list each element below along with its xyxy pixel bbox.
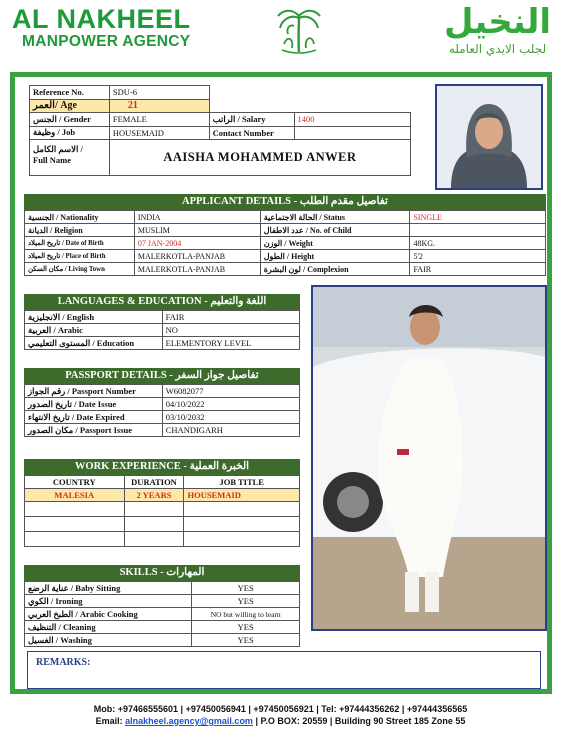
passport-table bbox=[24, 384, 300, 437]
date-issue-value: 04/10/2022 bbox=[162, 398, 299, 411]
children-value bbox=[410, 224, 546, 237]
salary-label: الراتب / Salary bbox=[209, 113, 294, 127]
passport-issue-value: CHANDIGARH bbox=[162, 424, 299, 437]
passport-header: PASSPORT DETAILS - تفاصيل جواز السفر bbox=[24, 368, 300, 384]
footer-email-prefix: Email: bbox=[95, 716, 123, 726]
arabic-label: العربية / Arabic bbox=[25, 324, 163, 337]
height-label: الطول / Height bbox=[260, 250, 410, 263]
living-town-label: مكان السكن / Living Town bbox=[25, 263, 135, 276]
nationality-value: INDIA bbox=[134, 211, 260, 224]
pob-label: تاريخ الميلاد / Place of Birth bbox=[25, 250, 135, 263]
status-value: SINGLE bbox=[410, 211, 546, 224]
fullname-label bbox=[30, 140, 110, 176]
applicant-row bbox=[25, 237, 546, 250]
brand-tagline: MANPOWER AGENCY bbox=[22, 33, 191, 50]
job-label: وظيفة / Job bbox=[30, 126, 110, 140]
baby-sitting-value: YES bbox=[192, 582, 300, 595]
gender-label: الجنس / Gender bbox=[30, 113, 110, 127]
religion-label: الديانة / Religion bbox=[25, 224, 135, 237]
contact-label: Contact Number bbox=[209, 126, 294, 140]
brand-tagline-arabic: لجلب الايدي العامله bbox=[448, 42, 547, 56]
date-expired-label: تاريخ الانتهاء / Date Expired bbox=[25, 411, 163, 424]
col-job-title: JOB TITLE bbox=[184, 476, 300, 489]
passport-number-label: رقم الجواز / Passport Number bbox=[25, 385, 163, 398]
complexion-value: FAIR bbox=[410, 263, 546, 276]
skill-row bbox=[25, 621, 300, 634]
passport-section bbox=[24, 368, 300, 437]
passport-number-value: W6082077 bbox=[162, 385, 299, 398]
portrait-photo-image bbox=[437, 86, 541, 188]
footer bbox=[0, 703, 561, 727]
applicant-row bbox=[25, 250, 546, 263]
education-label: المستوى التعليمي / Education bbox=[25, 337, 163, 350]
full-body-photo-image bbox=[313, 287, 545, 629]
passport-issue-label: مكان الصدور / Passport Issue bbox=[25, 424, 163, 437]
arabic-cooking-value: NO but willing to learn bbox=[192, 608, 300, 621]
work-experience-table bbox=[24, 475, 300, 547]
pob-value: MALERKOTLA-PANJAB bbox=[134, 250, 260, 263]
height-value: 5'2 bbox=[410, 250, 546, 263]
arabic-value: NO bbox=[162, 324, 299, 337]
gender-value: FEMALE bbox=[109, 113, 209, 127]
baby-sitting-label: عناية الرضع / Baby Sitting bbox=[25, 582, 192, 595]
skill-row bbox=[25, 582, 300, 595]
religion-value: MUSLIM bbox=[134, 224, 260, 237]
ironing-label: الكوي / Ironing bbox=[25, 595, 192, 608]
work-duration: 2 YEARS bbox=[124, 489, 184, 502]
dob-value: 07 JAN-2004 bbox=[134, 237, 260, 250]
applicant-details-section bbox=[24, 194, 546, 276]
header bbox=[0, 0, 561, 68]
children-label: عدد الاطفال / No. of Child bbox=[260, 224, 410, 237]
skill-row bbox=[25, 634, 300, 647]
ironing-value: YES bbox=[192, 595, 300, 608]
languages-table bbox=[24, 310, 300, 350]
table-row bbox=[25, 489, 300, 502]
portrait-photo bbox=[435, 84, 543, 190]
weight-value: 48KG. bbox=[410, 237, 546, 250]
brand-name-arabic: النخيل bbox=[443, 2, 551, 42]
palm-calligraphy-icon bbox=[272, 4, 326, 56]
skill-row bbox=[25, 595, 300, 608]
applicant-row bbox=[25, 263, 546, 276]
complexion-label: لون البشرة / Complexion bbox=[260, 263, 410, 276]
cv-frame bbox=[10, 72, 552, 694]
date-issue-label: تاريخ الصدور / Date Issue bbox=[25, 398, 163, 411]
reference-label: Reference No. bbox=[30, 86, 110, 100]
work-job: HOUSEMAID bbox=[184, 489, 300, 502]
language-row bbox=[25, 311, 300, 324]
brand-logo-english bbox=[12, 5, 191, 51]
arabic-cooking-label: الطبخ العربي / Arabic Cooking bbox=[25, 608, 192, 621]
col-country: COUNTRY bbox=[25, 476, 125, 489]
fullname-label-arabic: الاسم الكامل / bbox=[33, 144, 83, 154]
job-value: HOUSEMAID bbox=[109, 126, 209, 140]
english-value: FAIR bbox=[162, 311, 299, 324]
brand-name: AL NAKHEEL bbox=[12, 4, 191, 34]
age-label: العمر/ Age bbox=[30, 99, 110, 113]
table-row bbox=[25, 532, 300, 547]
remarks-box bbox=[27, 651, 541, 689]
weight-label: الوزن / Weight bbox=[260, 237, 410, 250]
applicant-details-table bbox=[24, 210, 546, 276]
profile-table bbox=[29, 85, 411, 176]
footer-address-line bbox=[0, 715, 561, 727]
languages-section bbox=[24, 294, 300, 350]
education-value: ELEMENTORY LEVEL bbox=[162, 337, 299, 350]
salary-value: 1400 bbox=[294, 113, 411, 127]
nationality-label: الجنسية / Nationality bbox=[25, 211, 135, 224]
living-town-value: MALERKOTLA-PANJAB bbox=[134, 263, 260, 276]
full-body-photo bbox=[311, 285, 547, 631]
footer-phones: Mob: +97466555601 | +97450056941 | +97450056921 | Tel: +97444356262 | +97444356565 bbox=[93, 704, 468, 714]
fullname-label-english: Full Name bbox=[33, 155, 72, 165]
footer-email-link[interactable]: alnakheel.agency@gmail.com bbox=[125, 716, 253, 726]
status-label: الحالة الاجتماعية / Status bbox=[260, 211, 410, 224]
passport-row bbox=[25, 398, 300, 411]
fullname-value: AAISHA MOHAMMED ANWER bbox=[109, 140, 410, 176]
dob-label: تاريخ الميلاد / Date of Birth bbox=[25, 237, 135, 250]
contact-value bbox=[294, 126, 411, 140]
table-row bbox=[25, 502, 300, 517]
work-country: MALESIA bbox=[25, 489, 125, 502]
english-label: الانجليزية / English bbox=[25, 311, 163, 324]
cleaning-label: التنظيف / Cleaning bbox=[25, 621, 192, 634]
footer-address: | P.O BOX: 20559 | Building 90 Street 185 Zone 55 bbox=[255, 716, 466, 726]
skill-row bbox=[25, 608, 300, 621]
reference-value: SDU-6 bbox=[109, 86, 209, 100]
language-row bbox=[25, 324, 300, 337]
col-duration: DURATION bbox=[124, 476, 184, 489]
skills-header: SKILLS - المهارات bbox=[24, 565, 300, 581]
language-row bbox=[25, 337, 300, 350]
date-expired-value: 03/10/2032 bbox=[162, 411, 299, 424]
cleaning-value: YES bbox=[192, 621, 300, 634]
age-value: 21 bbox=[109, 99, 209, 113]
passport-row bbox=[25, 385, 300, 398]
work-experience-section bbox=[24, 459, 300, 547]
applicant-row bbox=[25, 224, 546, 237]
skills-table bbox=[24, 581, 300, 647]
work-experience-header: WORK EXPERIENCE - الخبرة العملية bbox=[24, 459, 300, 475]
table-row bbox=[25, 517, 300, 532]
brand-logo-arabic bbox=[444, 2, 551, 56]
passport-row bbox=[25, 424, 300, 437]
languages-header: LANGUAGES & EDUCATION - اللغة والتعليم bbox=[24, 294, 300, 310]
remarks-label: REMARKS: bbox=[36, 657, 91, 668]
passport-row bbox=[25, 411, 300, 424]
applicant-row bbox=[25, 211, 546, 224]
applicant-details-header: APPLICANT DETAILS - تفاصيل مقدم الطلب bbox=[24, 194, 546, 210]
washing-value: YES bbox=[192, 634, 300, 647]
washing-label: الغسيل / Washing bbox=[25, 634, 192, 647]
skills-section bbox=[24, 565, 300, 647]
